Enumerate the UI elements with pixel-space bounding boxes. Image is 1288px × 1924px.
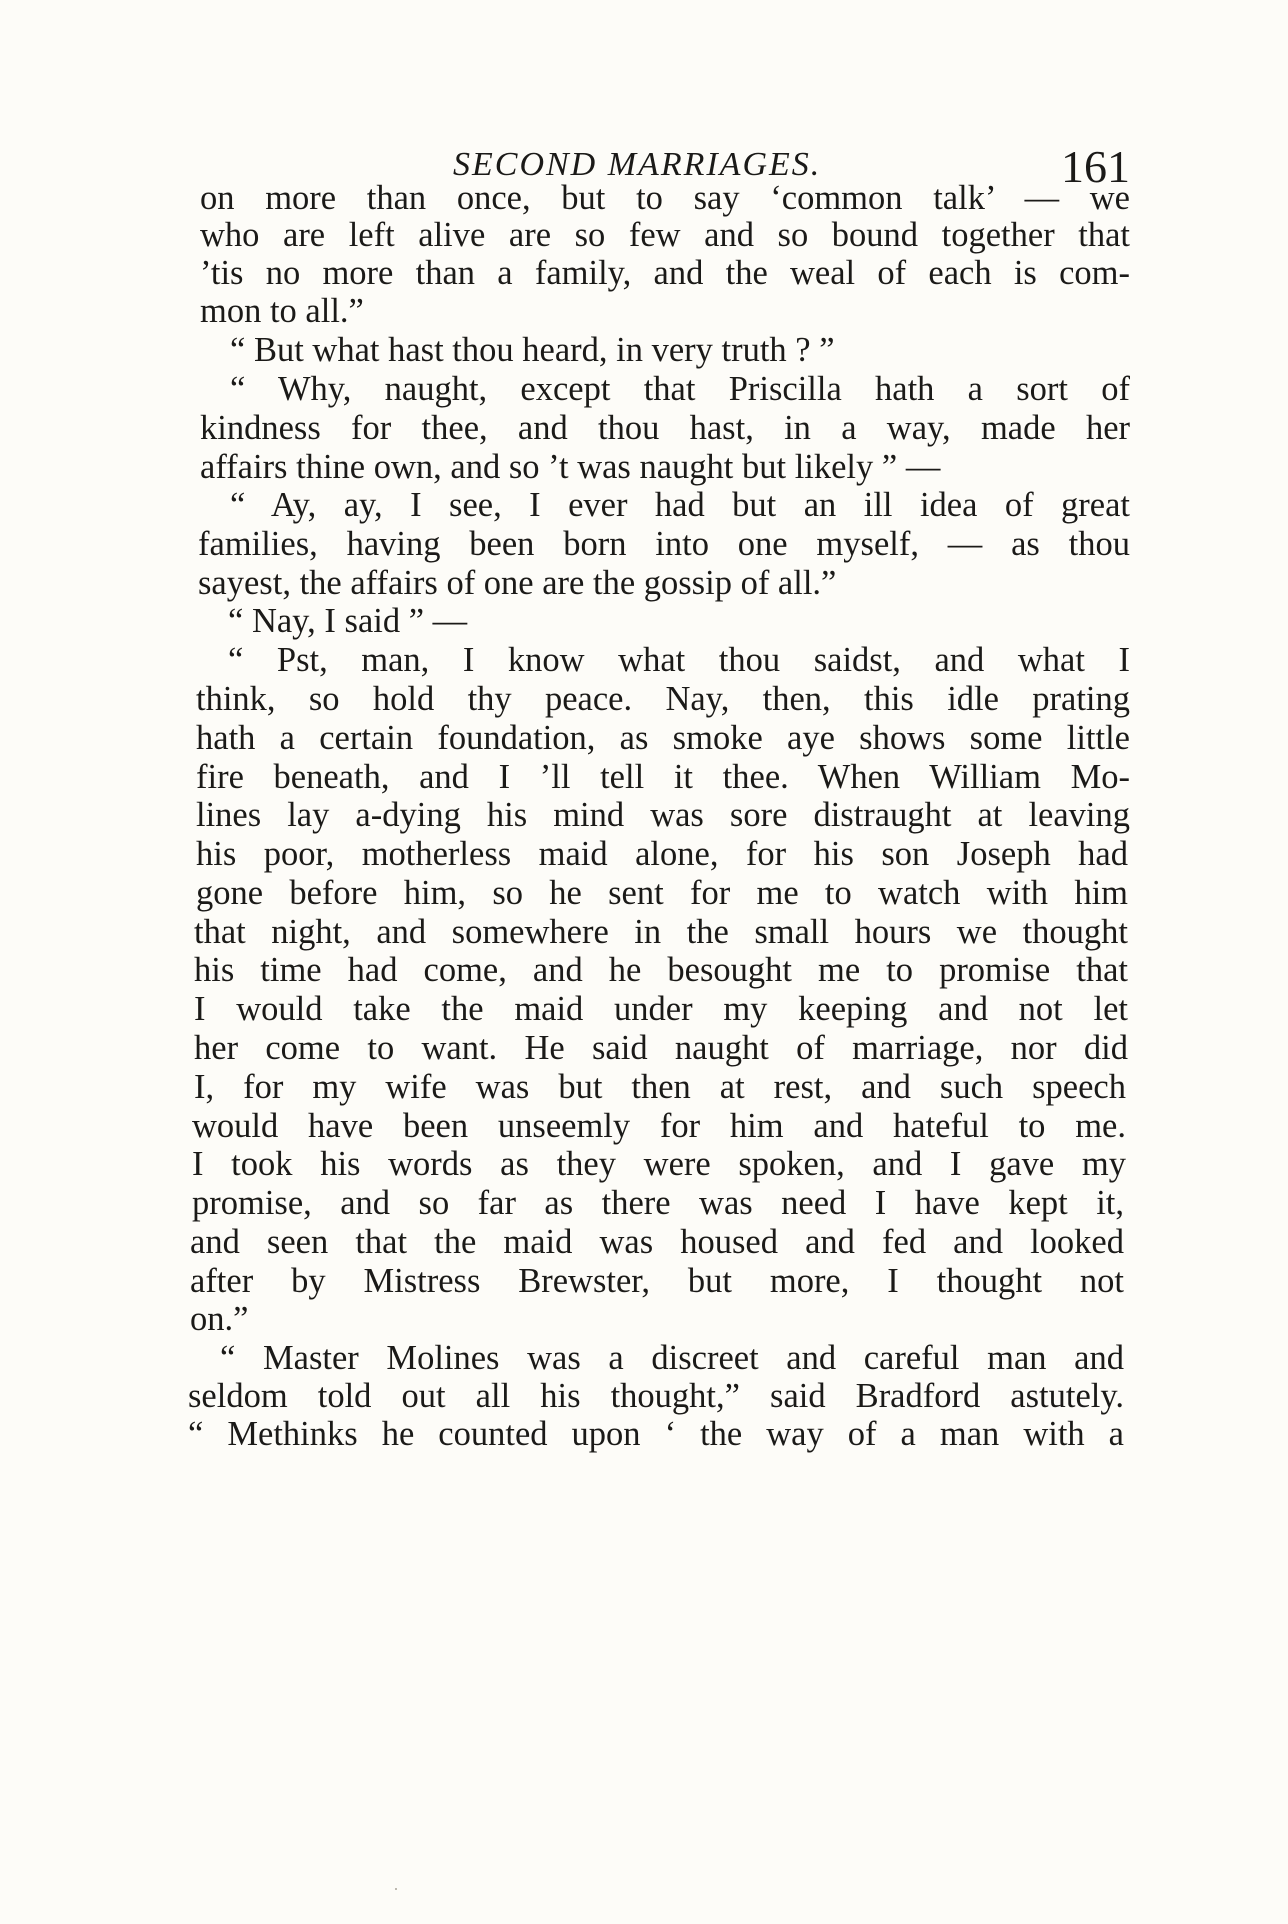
text-line: I would take the maid under my keeping and not let	[194, 990, 1128, 1028]
text-line: “ Ay, ay, I see, I ever had but an ill idea of great	[230, 486, 1130, 524]
text-line: I, for my wife was but then at rest, and such speech	[194, 1068, 1126, 1106]
text-line: after by Mistress Brewster, but more, I thought not	[190, 1262, 1124, 1300]
page-number: 161	[1061, 141, 1130, 192]
text-line: seldom told out all his thought,” said Bradford astutely.	[188, 1377, 1124, 1415]
text-line: hath a certain foundation, as smoke aye shows some little	[196, 719, 1130, 757]
text-line: kindness for thee, and thou hast, in a way, made her	[200, 409, 1130, 447]
text-line: ’tis no more than a family, and the weal of each is com-	[200, 254, 1130, 292]
text-line: affairs thine own, and so ’t was naught but likely ” —	[200, 448, 941, 486]
text-line: lines lay a-dying his mind was sore distraught at leaving	[196, 796, 1130, 834]
text-line: that night, and somewhere in the small hours we thought	[194, 913, 1128, 951]
text-line: “ But what hast thou heard, in very truth ? ”	[230, 331, 835, 369]
text-line: “ Master Molines was a discreet and careful man and	[220, 1339, 1124, 1377]
text-line: think, so hold thy peace. Nay, then, this idle prating	[196, 680, 1130, 718]
text-line: on.”	[190, 1300, 249, 1338]
text-line: and seen that the maid was housed and fed and looked	[190, 1223, 1124, 1261]
text-line: “ Nay, I said ” —	[228, 602, 468, 640]
text-line: mon to all.”	[200, 292, 364, 330]
paper-speck	[395, 1888, 397, 1890]
text-line: families, having been born into one myself, — as thou	[198, 525, 1130, 563]
text-line: his time had come, and he besought me to promise that	[194, 951, 1128, 989]
text-line: “ Pst, man, I know what thou saidst, and what I	[228, 641, 1130, 679]
running-title: SECOND MARRIAGES.	[453, 146, 822, 183]
text-line: “ Methinks he counted upon ‘ the way of a man with a	[188, 1415, 1124, 1453]
text-line: would have been unseemly for him and hateful to me.	[192, 1107, 1126, 1145]
text-line: I took his words as they were spoken, and I gave my	[192, 1145, 1126, 1183]
text-line: gone before him, so he sent for me to watch with him	[196, 874, 1128, 912]
text-line: her come to want. He said naught of marriage, nor did	[194, 1029, 1128, 1067]
text-line: who are left alive are so few and so bound together that	[200, 216, 1130, 254]
text-line: promise, and so far as there was need I have kept it,	[192, 1184, 1124, 1222]
text-line: on more than once, but to say ‘common talk’ — we	[200, 179, 1130, 217]
text-line: fire beneath, and I ’ll tell it thee. When William Mo-	[196, 758, 1130, 796]
text-line: “ Why, naught, except that Priscilla hath a sort of	[230, 370, 1130, 408]
text-line: his poor, motherless maid alone, for his son Joseph had	[196, 835, 1128, 873]
text-line: sayest, the affairs of one are the gossip of all.”	[198, 564, 837, 602]
